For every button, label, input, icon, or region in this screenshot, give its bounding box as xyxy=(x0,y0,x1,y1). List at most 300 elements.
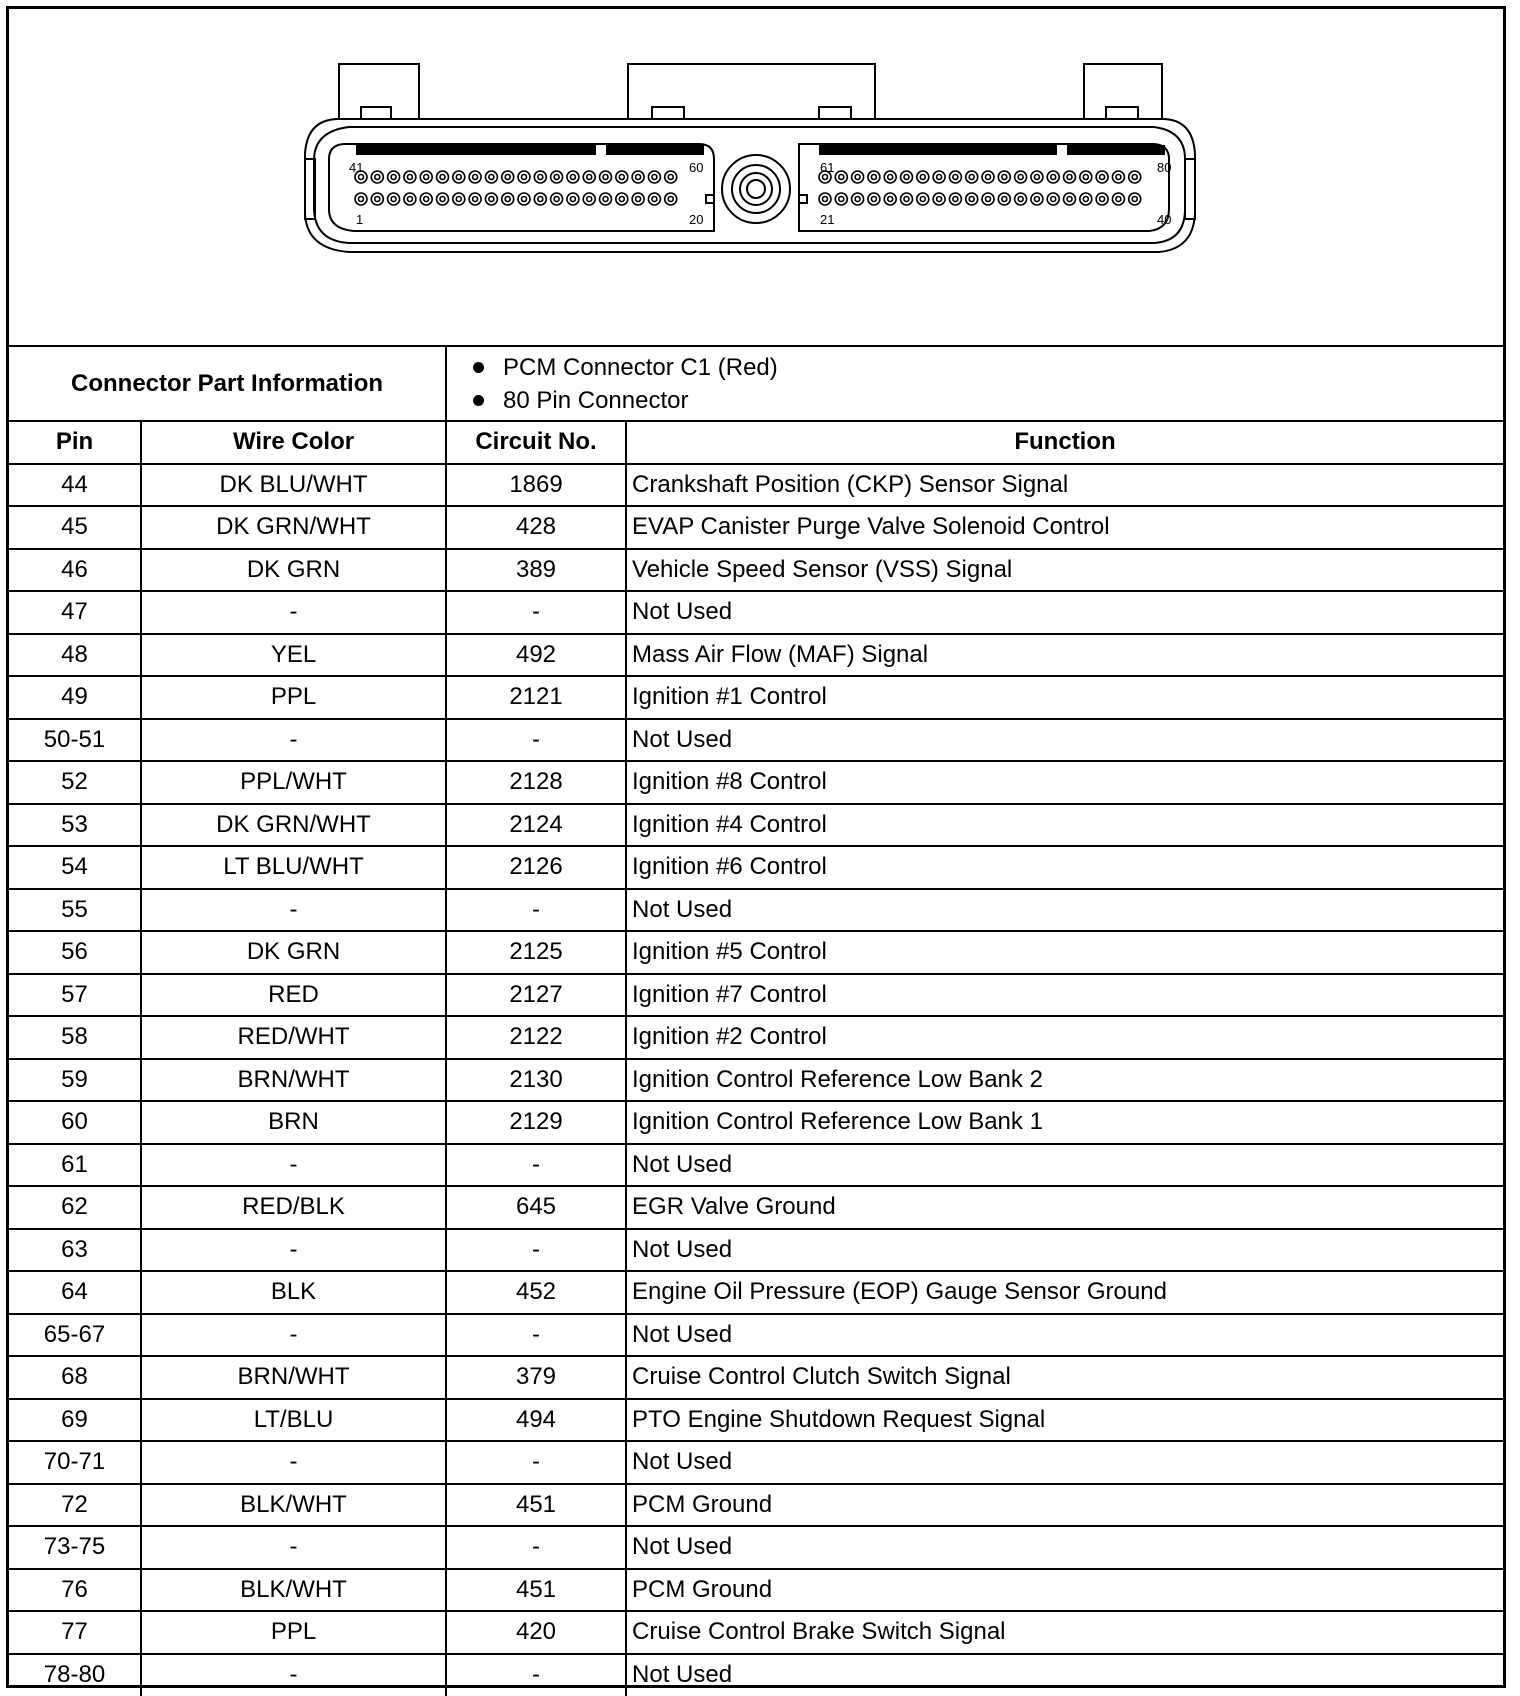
circuit-cell: 492 xyxy=(446,634,626,677)
table-row xyxy=(9,719,1503,762)
pin-label-20: 20 xyxy=(689,212,703,227)
wire-color-cell: BLK/WHT xyxy=(141,1484,446,1527)
connector-info-details xyxy=(446,346,1503,421)
circuit-cell: - xyxy=(446,889,626,932)
pin-hole-core xyxy=(823,197,828,202)
function-cell: Not Used xyxy=(626,1654,1503,1696)
connector-diagram xyxy=(9,9,1503,345)
circuit-cell: - xyxy=(446,1229,626,1272)
pin-hole-core xyxy=(839,197,844,202)
connector-body xyxy=(305,119,1195,252)
pin-cell: 52 xyxy=(9,761,141,804)
pin-hole-core xyxy=(1132,175,1137,180)
wire-color-cell: YEL xyxy=(141,634,446,677)
pin-hole-right xyxy=(1064,171,1076,183)
circuit-cell: 451 xyxy=(446,1569,626,1612)
pin-hole-left xyxy=(534,171,546,183)
pin-cell: 69 xyxy=(9,1399,141,1442)
pin-hole-core xyxy=(1100,197,1105,202)
function-cell: EVAP Canister Purge Valve Solenoid Control xyxy=(626,506,1503,549)
table-row xyxy=(9,1101,1503,1144)
left-latch xyxy=(339,64,419,119)
pin-hole-right xyxy=(1129,171,1141,183)
circuit-cell: 428 xyxy=(446,506,626,549)
pin-cell: 44 xyxy=(9,464,141,507)
table-row xyxy=(9,1229,1503,1272)
pin-hole-core xyxy=(969,175,974,180)
wire-color-cell: LT BLU/WHT xyxy=(141,846,446,889)
function-cell: Cruise Control Clutch Switch Signal xyxy=(626,1356,1503,1399)
pin-hole-core xyxy=(473,175,478,180)
wire-color-cell: DK BLU/WHT xyxy=(141,464,446,507)
pin-hole-right xyxy=(835,193,847,205)
pin-hole-left xyxy=(616,171,628,183)
center-latch-slot-right xyxy=(819,107,851,119)
pin-hole-right xyxy=(1031,193,1043,205)
pin-hole-right xyxy=(1015,171,1027,183)
wire-color-cell: BRN/WHT xyxy=(141,1059,446,1102)
pin-cell: 68 xyxy=(9,1356,141,1399)
table-row xyxy=(9,549,1503,592)
pin-hole-left xyxy=(404,171,416,183)
pin-hole-right xyxy=(1096,171,1108,183)
function-cell: PTO Engine Shutdown Request Signal xyxy=(626,1399,1503,1442)
pin-hole-core xyxy=(619,197,624,202)
pin-hole-right xyxy=(966,171,978,183)
wire-color-cell: RED/BLK xyxy=(141,1186,446,1229)
pin-hole-core xyxy=(1018,197,1023,202)
circuit-cell: 420 xyxy=(446,1611,626,1654)
pin-hole-core xyxy=(937,197,942,202)
header-pin: Pin xyxy=(9,421,141,464)
pin-cell: 46 xyxy=(9,549,141,592)
pin-hole-right xyxy=(998,193,1010,205)
function-cell: Not Used xyxy=(626,591,1503,634)
function-cell: Crankshaft Position (CKP) Sensor Signal xyxy=(626,464,1503,507)
pin-hole-right xyxy=(835,171,847,183)
right-latch-slot xyxy=(1106,107,1138,119)
wire-color-cell: - xyxy=(141,1441,446,1484)
pin-hole-core xyxy=(1002,197,1007,202)
pin-cell: 59 xyxy=(9,1059,141,1102)
connector-info-list xyxy=(447,351,1503,417)
circuit-cell: - xyxy=(446,719,626,762)
pin-hole-left xyxy=(437,171,449,183)
table-row xyxy=(9,1144,1503,1187)
pin-hole-core xyxy=(668,197,673,202)
pin-hole-core xyxy=(636,197,641,202)
pin-hole-right xyxy=(1047,193,1059,205)
pin-hole-left xyxy=(518,193,530,205)
pin-hole-core xyxy=(587,197,592,202)
pin-hole-left xyxy=(469,171,481,183)
pin-hole-core xyxy=(888,197,893,202)
pin-cell: 53 xyxy=(9,804,141,847)
pin-hole-left xyxy=(665,171,677,183)
pin-hole-core xyxy=(603,197,608,202)
center-latch-slot-left xyxy=(652,107,684,119)
circuit-cell: 645 xyxy=(446,1186,626,1229)
pin-hole-core xyxy=(375,175,380,180)
pin-hole-core xyxy=(920,197,925,202)
pin-hole-core xyxy=(636,175,641,180)
function-cell: Ignition #7 Control xyxy=(626,974,1503,1017)
pin-hole-core xyxy=(407,175,412,180)
pin-hole-left xyxy=(420,193,432,205)
pin-hole-core xyxy=(619,175,624,180)
pinout-table xyxy=(9,345,1503,1696)
pin-hole-core xyxy=(1100,175,1105,180)
pin-hole-right xyxy=(1064,193,1076,205)
circuit-cell: 451 xyxy=(446,1484,626,1527)
pin-hole-core xyxy=(505,175,510,180)
table-row xyxy=(9,1016,1503,1059)
pin-hole-right xyxy=(1096,193,1108,205)
pin-hole-core xyxy=(522,175,527,180)
pin-hole-core xyxy=(871,175,876,180)
circuit-cell: 2129 xyxy=(446,1101,626,1144)
pin-hole-left xyxy=(648,171,660,183)
table-row xyxy=(9,1314,1503,1357)
pin-hole-left xyxy=(648,193,660,205)
wire-color-cell: - xyxy=(141,889,446,932)
pin-hole-core xyxy=(1051,175,1056,180)
table-row xyxy=(9,846,1503,889)
wire-color-cell: PPL xyxy=(141,676,446,719)
pin-hole-core xyxy=(456,175,461,180)
circuit-cell: 2130 xyxy=(446,1059,626,1102)
pin-hole-right xyxy=(949,171,961,183)
table-row xyxy=(9,1186,1503,1229)
pin-cell: 62 xyxy=(9,1186,141,1229)
left-latch-slot xyxy=(361,107,391,119)
function-cell: Cruise Control Brake Switch Signal xyxy=(626,1611,1503,1654)
pin-label-21: 21 xyxy=(820,212,834,227)
pin-hole-core xyxy=(391,197,396,202)
function-cell: Mass Air Flow (MAF) Signal xyxy=(626,634,1503,677)
function-cell: Ignition #8 Control xyxy=(626,761,1503,804)
pin-cell: 55 xyxy=(9,889,141,932)
pin-hole-right xyxy=(901,193,913,205)
pin-cell: 77 xyxy=(9,1611,141,1654)
pin-hole-left xyxy=(437,193,449,205)
pin-hole-left xyxy=(567,171,579,183)
pin-hole-right xyxy=(966,193,978,205)
pin-hole-core xyxy=(473,197,478,202)
wire-color-cell: PPL/WHT xyxy=(141,761,446,804)
wire-color-cell: BLK xyxy=(141,1271,446,1314)
pin-hole-core xyxy=(505,197,510,202)
circuit-cell: 389 xyxy=(446,549,626,592)
circuit-cell: 494 xyxy=(446,1399,626,1442)
pin-hole-right xyxy=(868,171,880,183)
table-row xyxy=(9,1441,1503,1484)
wire-color-cell: - xyxy=(141,1229,446,1272)
pin-hole-left xyxy=(371,171,383,183)
pin-hole-core xyxy=(424,175,429,180)
pin-hole-core xyxy=(554,197,559,202)
pin-hole-right xyxy=(868,193,880,205)
pin-hole-core xyxy=(1034,175,1039,180)
pin-label-61: 61 xyxy=(820,160,834,175)
pin-hole-core xyxy=(652,175,657,180)
pin-hole-left xyxy=(632,193,644,205)
pin-hole-left xyxy=(502,193,514,205)
pin-label-1: 1 xyxy=(356,212,363,227)
connector-drawing xyxy=(9,9,1503,345)
right-pin-cavity xyxy=(799,144,1169,231)
pin-hole-right xyxy=(852,171,864,183)
pin-cell: 73-75 xyxy=(9,1526,141,1569)
pin-hole-left xyxy=(485,193,497,205)
pin-hole-core xyxy=(839,175,844,180)
header-wire-color: Wire Color xyxy=(141,421,446,464)
pin-hole-right xyxy=(1112,193,1124,205)
pin-hole-core xyxy=(1067,197,1072,202)
function-cell: Ignition #6 Control xyxy=(626,846,1503,889)
pin-hole-left xyxy=(600,171,612,183)
circuit-cell: - xyxy=(446,1526,626,1569)
pin-hole-core xyxy=(1083,175,1088,180)
pin-hole-core xyxy=(489,175,494,180)
pin-cell: 57 xyxy=(9,974,141,1017)
pin-hole-right xyxy=(884,171,896,183)
pin-hole-left xyxy=(583,193,595,205)
function-cell: Not Used xyxy=(626,1144,1503,1187)
pin-hole-core xyxy=(1018,175,1023,180)
pin-cell: 47 xyxy=(9,591,141,634)
pin-hole-core xyxy=(440,175,445,180)
circuit-cell: - xyxy=(446,1144,626,1187)
pin-hole-left xyxy=(388,193,400,205)
pin-hole-right xyxy=(884,193,896,205)
pin-cell: 54 xyxy=(9,846,141,889)
pin-hole-core xyxy=(1067,175,1072,180)
wire-color-cell: RED xyxy=(141,974,446,1017)
wire-color-cell: DK GRN/WHT xyxy=(141,506,446,549)
pin-hole-right xyxy=(1112,171,1124,183)
function-cell: Not Used xyxy=(626,1441,1503,1484)
header-circuit: Circuit No. xyxy=(446,421,626,464)
pin-hole-core xyxy=(953,175,958,180)
wire-color-cell: DK GRN/WHT xyxy=(141,804,446,847)
pin-hole-core xyxy=(587,175,592,180)
function-cell: Ignition Control Reference Low Bank 2 xyxy=(626,1059,1503,1102)
pin-cell: 60 xyxy=(9,1101,141,1144)
pin-hole-core xyxy=(871,197,876,202)
pin-cell: 76 xyxy=(9,1569,141,1612)
pin-hole-left xyxy=(534,193,546,205)
pin-hole-core xyxy=(986,175,991,180)
pin-cell: 50-51 xyxy=(9,719,141,762)
table-row xyxy=(9,1399,1503,1442)
pin-hole-left xyxy=(453,193,465,205)
pin-hole-core xyxy=(359,197,364,202)
left-pin-cavity xyxy=(329,144,714,231)
pin-hole-core xyxy=(1051,197,1056,202)
pin-hole-core xyxy=(424,197,429,202)
wire-color-cell: - xyxy=(141,591,446,634)
pin-hole-right xyxy=(998,171,1010,183)
pin-hole-core xyxy=(953,197,958,202)
pin-hole-right xyxy=(982,193,994,205)
left-key-bar-2 xyxy=(606,145,704,155)
pin-hole-right xyxy=(917,193,929,205)
connector-info-row xyxy=(9,346,1503,421)
wire-color-cell: BLK/WHT xyxy=(141,1569,446,1612)
wire-color-cell: PPL xyxy=(141,1611,446,1654)
function-cell: Ignition #4 Control xyxy=(626,804,1503,847)
connector-info-item: 80 Pin Connector xyxy=(473,384,1503,417)
pin-hole-left xyxy=(600,193,612,205)
table-row xyxy=(9,889,1503,932)
wire-color-cell: - xyxy=(141,1144,446,1187)
pin-hole-left xyxy=(583,171,595,183)
pin-hole-core xyxy=(1034,197,1039,202)
pin-hole-left xyxy=(469,193,481,205)
pin-hole-right xyxy=(982,171,994,183)
wire-color-cell: - xyxy=(141,1526,446,1569)
pin-label-80: 80 xyxy=(1157,160,1171,175)
pin-hole-core xyxy=(359,175,364,180)
function-cell: Not Used xyxy=(626,889,1503,932)
pin-hole-left xyxy=(632,171,644,183)
pin-hole-right xyxy=(949,193,961,205)
pin-hole-core xyxy=(823,175,828,180)
pin-hole-left xyxy=(518,171,530,183)
pin-hole-core xyxy=(407,197,412,202)
pin-hole-left xyxy=(551,193,563,205)
table-row xyxy=(9,974,1503,1017)
pin-cell: 61 xyxy=(9,1144,141,1187)
pin-hole-right xyxy=(933,193,945,205)
circuit-cell: - xyxy=(446,1441,626,1484)
pin-cell: 63 xyxy=(9,1229,141,1272)
function-cell: EGR Valve Ground xyxy=(626,1186,1503,1229)
pin-hole-core xyxy=(1132,197,1137,202)
table-row xyxy=(9,1484,1503,1527)
pin-hole-core xyxy=(904,197,909,202)
pin-hole-left xyxy=(453,171,465,183)
function-cell: Not Used xyxy=(626,719,1503,762)
right-side-tab xyxy=(1185,159,1195,219)
pin-hole-right xyxy=(1080,171,1092,183)
pin-hole-core xyxy=(391,175,396,180)
pin-hole-core xyxy=(570,197,575,202)
pin-hole-core xyxy=(538,197,543,202)
pin-hole-left xyxy=(665,193,677,205)
function-cell: Ignition Control Reference Low Bank 1 xyxy=(626,1101,1503,1144)
circuit-cell: - xyxy=(446,591,626,634)
pin-hole-core xyxy=(904,175,909,180)
circuit-cell: - xyxy=(446,1654,626,1696)
pin-hole-core xyxy=(440,197,445,202)
pin-hole-left xyxy=(616,193,628,205)
pin-hole-core xyxy=(489,197,494,202)
circuit-cell: 2126 xyxy=(446,846,626,889)
pin-cell: 72 xyxy=(9,1484,141,1527)
table-row xyxy=(9,931,1503,974)
pin-cell: 45 xyxy=(9,506,141,549)
circuit-cell: 452 xyxy=(446,1271,626,1314)
wire-color-cell: BRN/WHT xyxy=(141,1356,446,1399)
pin-hole-right xyxy=(917,171,929,183)
pin-cell: 65-67 xyxy=(9,1314,141,1357)
function-cell: Not Used xyxy=(626,1314,1503,1357)
connector-info-label: Connector Part Information xyxy=(9,346,446,421)
table-row xyxy=(9,1526,1503,1569)
pin-cell: 64 xyxy=(9,1271,141,1314)
pin-hole-left xyxy=(355,193,367,205)
document-frame xyxy=(6,6,1506,1688)
pin-hole-left xyxy=(371,193,383,205)
circuit-cell: 1869 xyxy=(446,464,626,507)
pin-hole-core xyxy=(538,175,543,180)
pin-label-40: 40 xyxy=(1157,212,1171,227)
pin-hole-right xyxy=(1080,193,1092,205)
pin-hole-core xyxy=(456,197,461,202)
center-latch xyxy=(628,64,875,119)
function-cell: PCM Ground xyxy=(626,1484,1503,1527)
pin-hole-left xyxy=(420,171,432,183)
function-cell: Ignition #5 Control xyxy=(626,931,1503,974)
table-row xyxy=(9,506,1503,549)
pin-hole-core xyxy=(986,197,991,202)
function-cell: Ignition #2 Control xyxy=(626,1016,1503,1059)
pin-hole-left xyxy=(551,171,563,183)
circuit-cell: 379 xyxy=(446,1356,626,1399)
pin-hole-core xyxy=(969,197,974,202)
pin-hole-left xyxy=(502,171,514,183)
table-row xyxy=(9,464,1503,507)
pin-hole-core xyxy=(888,175,893,180)
pin-cell: 49 xyxy=(9,676,141,719)
pin-hole-core xyxy=(554,175,559,180)
left-key-bar-1 xyxy=(356,145,596,155)
function-cell: PCM Ground xyxy=(626,1569,1503,1612)
pin-hole-core xyxy=(920,175,925,180)
pin-hole-left xyxy=(567,193,579,205)
table-row xyxy=(9,804,1503,847)
connector-info-item: PCM Connector C1 (Red) xyxy=(473,351,1503,384)
table-row xyxy=(9,676,1503,719)
pin-hole-core xyxy=(1083,197,1088,202)
table-row xyxy=(9,1356,1503,1399)
table-row xyxy=(9,1271,1503,1314)
table-row xyxy=(9,634,1503,677)
circuit-cell: - xyxy=(446,1314,626,1357)
circuit-cell: 2127 xyxy=(446,974,626,1017)
pin-label-60: 60 xyxy=(689,160,703,175)
table-row xyxy=(9,1059,1503,1102)
pin-hole-left xyxy=(485,171,497,183)
wire-color-cell: RED/WHT xyxy=(141,1016,446,1059)
pin-hole-left xyxy=(388,171,400,183)
header-function: Function xyxy=(626,421,1503,464)
pin-cell: 58 xyxy=(9,1016,141,1059)
pin-hole-right xyxy=(1047,171,1059,183)
wire-color-cell: - xyxy=(141,1654,446,1696)
pin-hole-right xyxy=(933,171,945,183)
circuit-cell: 2122 xyxy=(446,1016,626,1059)
pin-hole-core xyxy=(855,197,860,202)
pin-hole-core xyxy=(603,175,608,180)
wire-color-cell: DK GRN xyxy=(141,549,446,592)
pin-hole-left xyxy=(404,193,416,205)
pin-hole-core xyxy=(1116,175,1121,180)
pin-hole-right xyxy=(1129,193,1141,205)
pin-hole-right xyxy=(1015,193,1027,205)
